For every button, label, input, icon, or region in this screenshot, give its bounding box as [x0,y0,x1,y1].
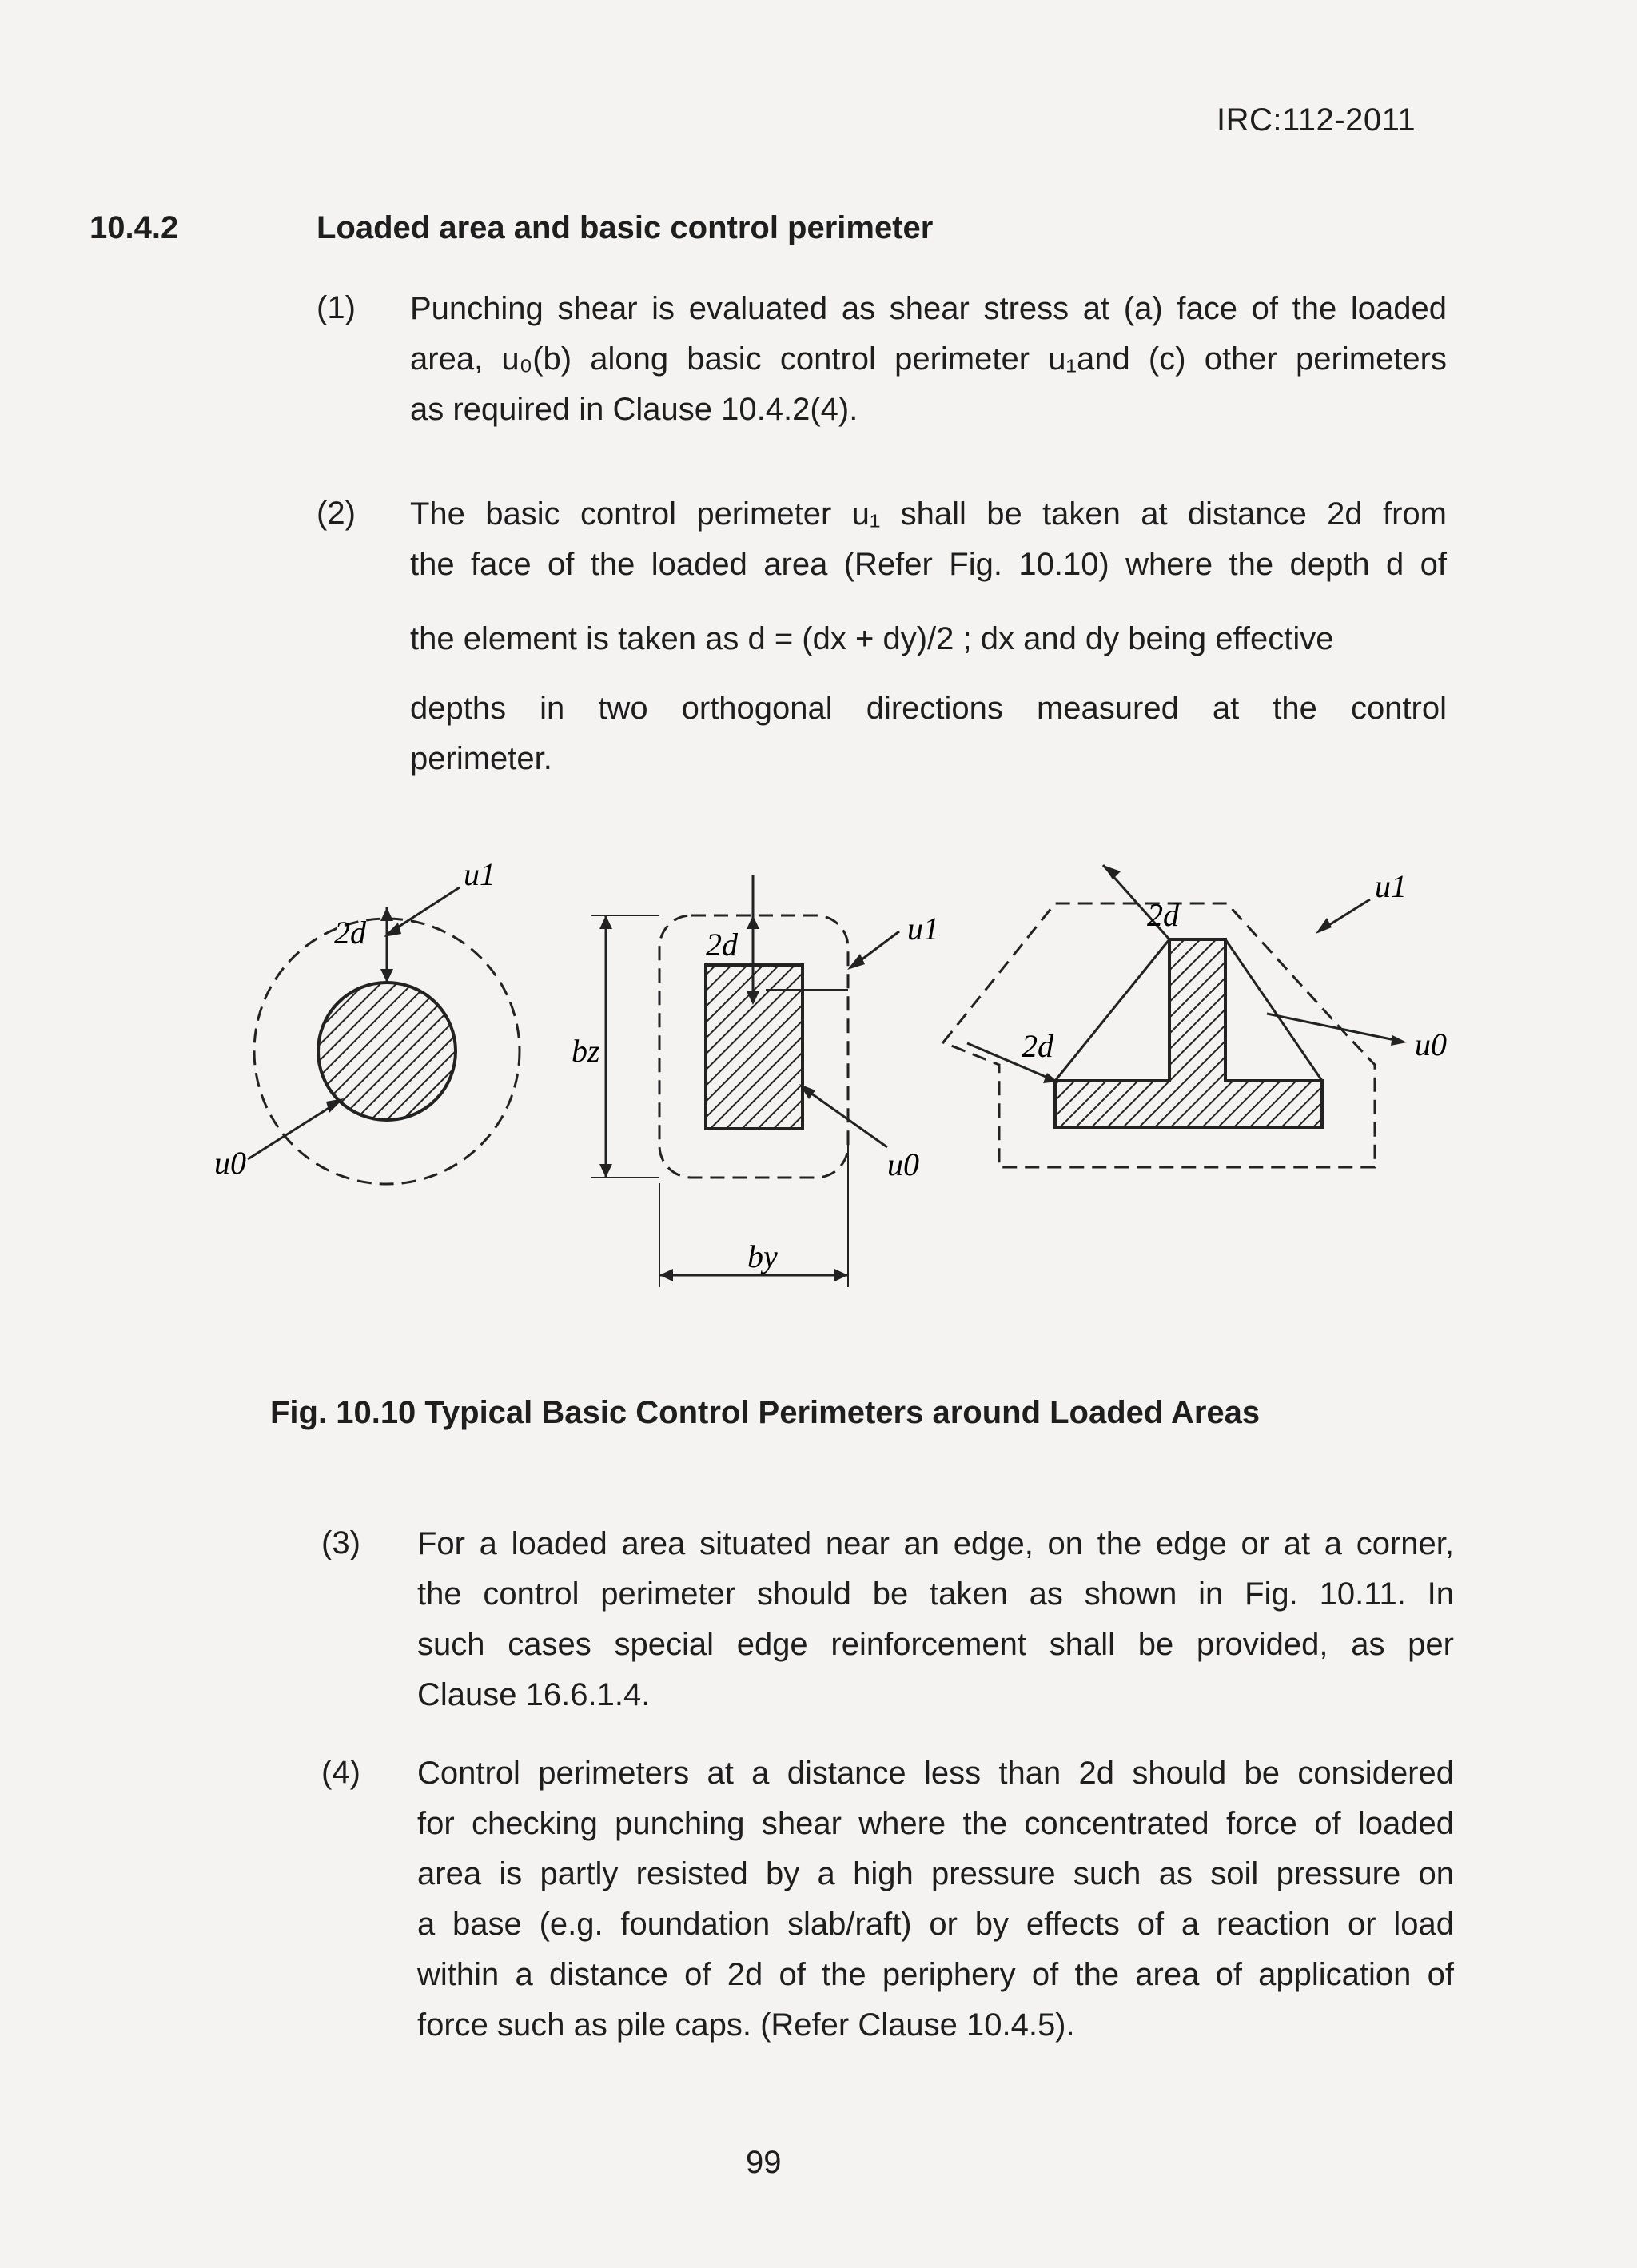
item-4-line-3: area is partly resisted by a high pressure such as soil pressure on [417,1856,1454,1891]
rect-u1-label: u1 [907,911,939,947]
item-4-line-1: Control perimeters at a distance less than 2d should be considered [417,1756,1454,1791]
control-perimeter-figure [144,839,1471,1303]
page-number: 99 [746,2145,782,2180]
circle-u1-label: u1 [464,856,496,892]
item-1-line-1: Punching shear is evaluated as shear stress at (a) face of the loaded [410,291,1447,326]
item-2-line-5: perimeter. [410,741,552,776]
item-4-number: (4) [321,1755,360,1790]
section-title: Loaded area and basic control perimeter [317,210,934,245]
item-3-line-4: Clause 16.6.1.4. [417,1677,651,1712]
item-4-paragraph [417,1748,1454,2051]
item-2-number: (2) [317,496,356,531]
rect-2d-label: 2d [706,927,738,963]
item-1-paragraph [410,284,1447,435]
figure-caption: Fig. 10.10 Typical Basic Control Perimeters around Loaded Areas [270,1395,1261,1430]
tshape-2d-left-label: 2d [1022,1028,1053,1064]
section-number: 10.4.2 [90,210,179,245]
item-2-paragraph-cont [410,684,1447,784]
item-2-paragraph [410,489,1447,590]
item-1-line-2: area, u₀(b) along basic control perimeter u₁and (c) other perimeters [410,341,1447,377]
item-3-line-3: such cases special edge reinforcement shall be provided, as per [417,1627,1454,1662]
circle-2d-label: 2d [334,915,366,951]
item-3-paragraph [417,1519,1454,1720]
item-3-number: (3) [321,1525,360,1560]
item-4-line-2: for checking punching shear where the concentrated force of loaded [417,1806,1454,1841]
item-4-line-4: a base (e.g. foundation slab/raft) or by effects of a reaction or load [417,1907,1454,1942]
item-1-number: (1) [317,290,356,325]
tshape-u1-label: u1 [1375,868,1407,904]
item-2-line-1: The basic control perimeter u₁ shall be taken at distance 2d from [410,496,1447,532]
item-4-line-5: within a distance of 2d of the periphery of the area of application of [417,1957,1454,1992]
tshape-u0-label: u0 [1415,1026,1447,1062]
circular-area-diagram [248,887,520,1184]
by-label: by [747,1238,778,1274]
item-3-line-2: the control perimeter should be taken as shown in Fig. 10.11. In [417,1576,1454,1612]
item-4-line-6: force such as pile caps. (Refer Clause 10.4.5). [417,2007,1075,2043]
circle-u0-label: u0 [214,1145,246,1181]
item-2-line-2: the face of the loaded area (Refer Fig. 10.10) where the depth d of [410,547,1447,582]
rect-u0-label: u0 [887,1146,919,1182]
item-1-line-3: as required in Clause 10.4.2(4). [410,392,858,427]
item-2-line-3 [410,614,1447,664]
rectangular-area-diagram [591,875,899,1287]
tshape-2d-top-label: 2d [1147,897,1179,933]
document-code: IRC:112-2011 [1217,102,1416,138]
item-3-line-1: For a loaded area situated near an edge, on the edge or at a corner, [417,1526,1454,1561]
item-2-formula-line: the element is taken as d = (dx + dy)/2 ; dx and dy being effective [410,621,1334,656]
item-2-line-4: depths in two orthogonal directions measured at the control [410,691,1447,726]
bz-label: bz [572,1033,600,1069]
